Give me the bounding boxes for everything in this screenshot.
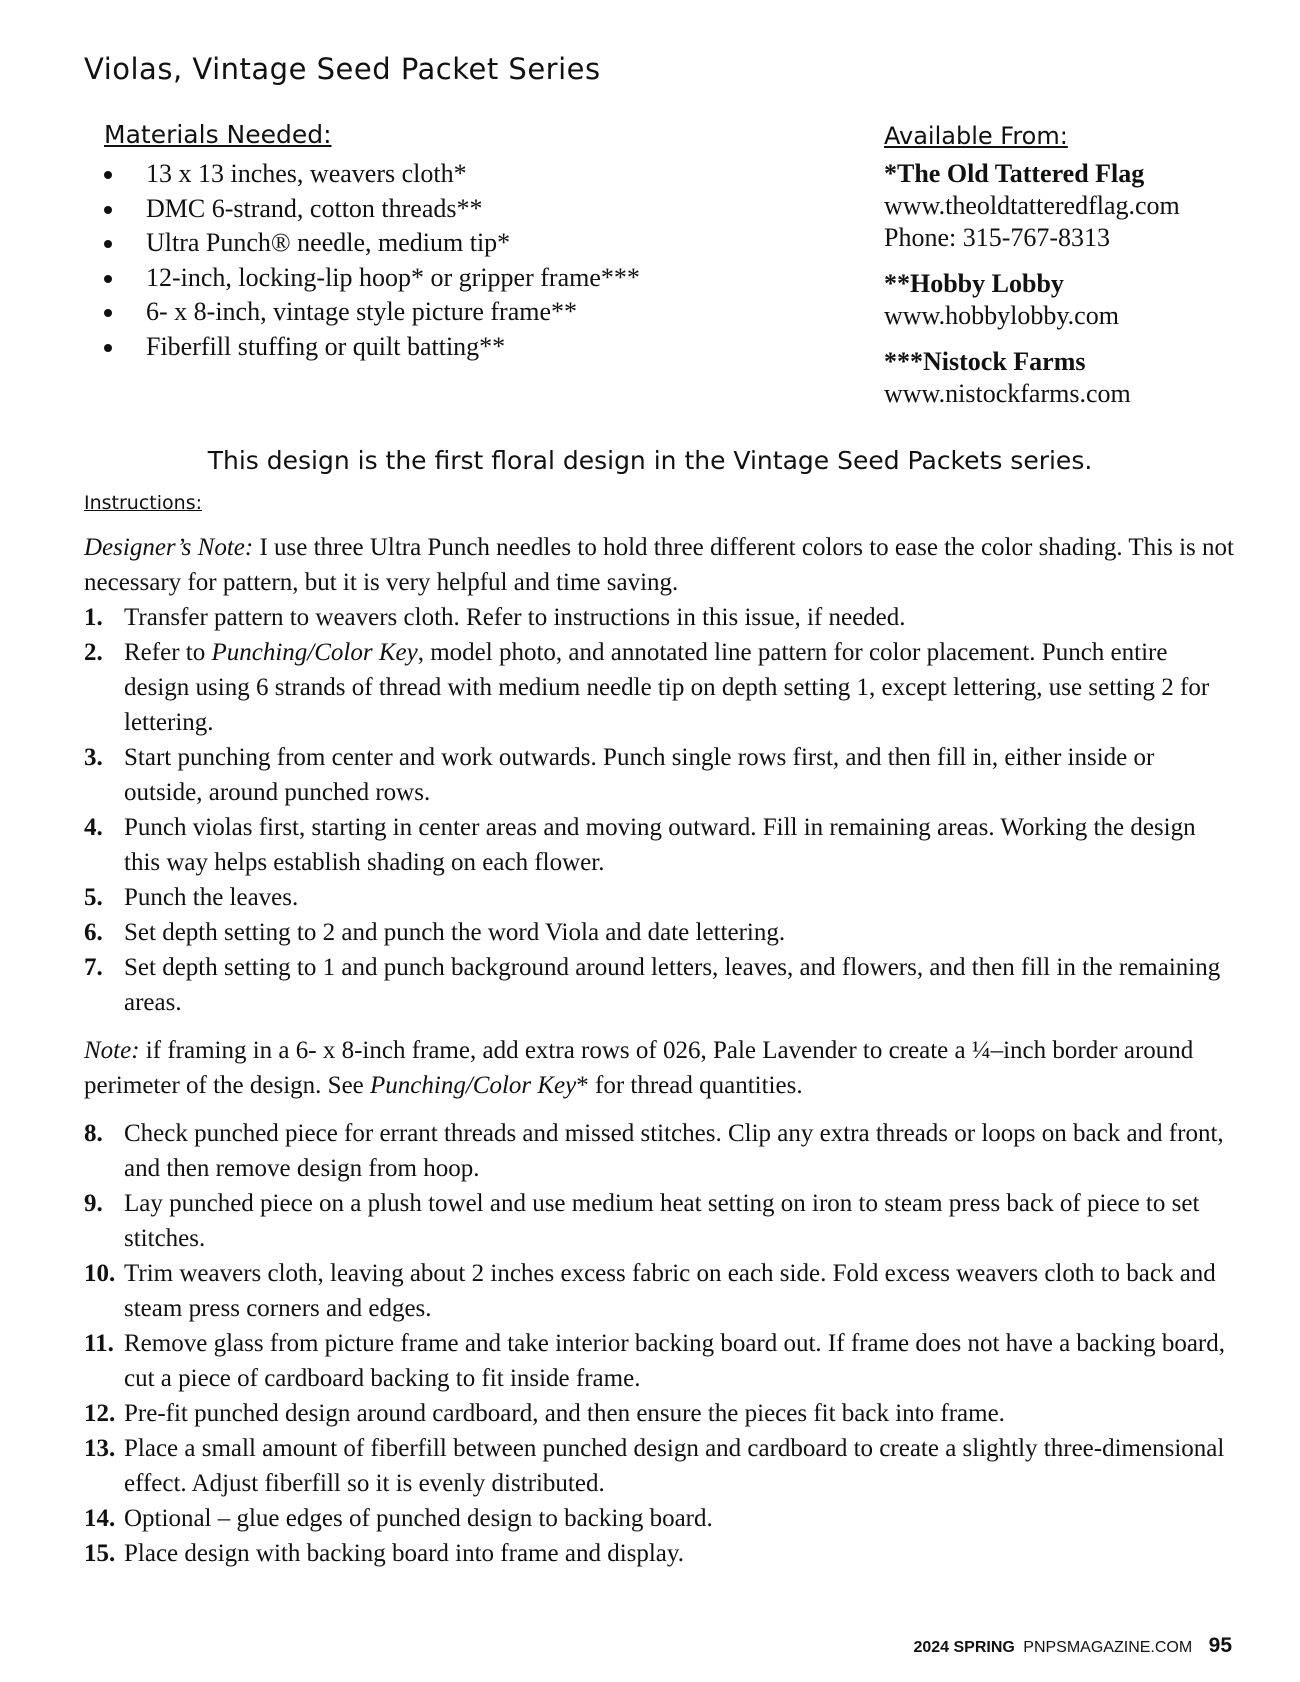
step-text: Transfer pattern to weavers cloth. Refer to instructions in this issue, if needed. (124, 604, 906, 631)
step-text: Trim weavers cloth, leaving about 2 inches excess fabric on each side. Fold excess weavers cloth to back and steam press corners and edges. (124, 1260, 1216, 1322)
step-text: Check punched piece for errant threads and missed stitches. Clip any extra threads or loops on back and front, and then remove design from hoop. (124, 1120, 1224, 1182)
tagline: This design is the first floral design in the Vintage Seed Packets series. (207, 446, 1093, 475)
vendor-line: www.hobbylobby.com (884, 301, 1119, 330)
vendor-name: **Hobby Lobby (884, 269, 1064, 298)
step-number: 14. (84, 1505, 116, 1532)
page-number: 95 (1208, 1634, 1232, 1657)
step-text: , model photo, and annotated line pattern for color placement. Punch entire design using 6 strands of thread with medium needle tip on depth setting 1, except lettering, use setting 2 for lettering. (124, 639, 1210, 736)
step-text: Set depth setting to 2 and punch the word Viola and date lettering. (124, 919, 786, 946)
materials-item: Fiberfill stuffing or quilt batting** (100, 330, 640, 365)
instruction-step (84, 810, 1234, 880)
footer-season: 2024 SPRING (913, 1639, 1015, 1656)
step-number: 9. (84, 1190, 103, 1217)
step-number: 11. (84, 1330, 114, 1357)
step-text: Remove glass from picture frame and take interior backing board out. If frame does not have a backing board, cut a piece of cardboard backing to fit inside frame. (124, 1330, 1225, 1392)
steps-list-b (84, 1116, 1234, 1571)
step-number: 13. (84, 1435, 116, 1462)
vendor-line: www.nistockfarms.com (884, 379, 1131, 408)
step-number: 5. (84, 884, 103, 911)
materials-item: 12-inch, locking-lip hoop* or gripper frame*** (100, 261, 640, 296)
step-number: 8. (84, 1120, 103, 1147)
page-footer (913, 1634, 1232, 1658)
step-text: Lay punched piece on a plush towel and use medium heat setting on iron to steam press back of piece to set stitches. (124, 1190, 1200, 1252)
steps-list-a (84, 600, 1234, 1020)
frame-note-key: Punching/Color Key (370, 1072, 577, 1099)
vendor-name: *The Old Tattered Flag (884, 159, 1145, 188)
materials-item: DMC 6-strand, cotton threads** (100, 192, 640, 227)
vendor-name: ***Nistock Farms (884, 347, 1086, 376)
step-text: Punch the leaves. (124, 884, 299, 911)
frame-note-text-end: * for thread quantities. (576, 1072, 803, 1099)
step-text: Place design with backing board into frame and display. (124, 1540, 685, 1567)
step-text: Punching/Color Key (211, 639, 418, 666)
step-text: Place a small amount of fiberfill between punched design and cardboard to create a slightly three-dimensional effect. Adjust fiberfill so it is evenly distributed. (124, 1435, 1225, 1497)
instructions-body (84, 530, 1234, 1571)
step-number: 6. (84, 919, 103, 946)
instruction-step (84, 1116, 1234, 1186)
step-number: 7. (84, 954, 103, 981)
vendor-line: www.theoldtatteredflag.com (884, 191, 1180, 220)
step-text: Pre-fit punched design around cardboard, and then ensure the pieces fit back into frame. (124, 1400, 1005, 1427)
footer-site: PNPSMAGAZINE.COM (1023, 1639, 1193, 1656)
step-text: Start punching from center and work outwards. Punch single rows first, and then fill in, either inside or outside, around punched rows. (124, 744, 1155, 806)
materials-item: Ultra Punch® needle, medium tip* (100, 226, 640, 261)
instruction-step (84, 1396, 1234, 1431)
materials-item: 6- x 8-inch, vintage style picture frame** (100, 295, 640, 330)
step-text: Optional – glue edges of punched design to backing board. (124, 1505, 713, 1532)
vendor-list (884, 158, 1284, 410)
page-title: Violas, Vintage Seed Packet Series (84, 52, 601, 86)
step-number: 10. (84, 1260, 116, 1287)
instruction-step (84, 600, 1234, 635)
designer-note (84, 530, 1234, 600)
available-from (884, 120, 1284, 424)
frame-note-text: if framing in a 6- x 8-inch frame, add extra rows of 026, Pale Lavender to create a ¼–inch border around perimeter of the design. See (84, 1037, 1194, 1099)
instruction-step (84, 1326, 1234, 1396)
designer-note-text: I use three Ultra Punch needles to hold three different colors to ease the color shading. This is not necessary for pattern, but it is very helpful and time saving. (84, 534, 1234, 596)
step-number: 3. (84, 744, 103, 771)
vendor-line: Phone: 315-767-8313 (884, 223, 1111, 252)
instruction-step (84, 1256, 1234, 1326)
vendor-block (884, 158, 1284, 254)
instruction-step (84, 1536, 1234, 1571)
vendor-block (884, 346, 1284, 410)
materials-list (100, 157, 640, 364)
instruction-step (84, 635, 1234, 740)
instruction-step (84, 740, 1234, 810)
vendor-block (884, 268, 1284, 332)
instruction-step (84, 1501, 1234, 1536)
step-number: 12. (84, 1400, 116, 1427)
frame-note (84, 1033, 1234, 1103)
step-text: Refer to (124, 639, 212, 666)
available-from-heading: Available From: (884, 122, 1068, 150)
instruction-step (84, 1186, 1234, 1256)
instruction-step (84, 915, 1234, 950)
instructions-heading: Instructions: (84, 492, 202, 514)
instruction-step (84, 880, 1234, 915)
step-text: Set depth setting to 1 and punch background around letters, leaves, and flowers, and then fill in the remaining areas. (124, 954, 1221, 1016)
instruction-step (84, 950, 1234, 1020)
step-number: 2. (84, 639, 103, 666)
instruction-step (84, 1431, 1234, 1501)
designer-note-label: Designer’s Note: (84, 534, 254, 561)
step-number: 1. (84, 604, 103, 631)
step-number: 4. (84, 814, 103, 841)
materials-item: 13 x 13 inches, weavers cloth* (100, 157, 640, 192)
materials-heading: Materials Needed: (104, 120, 332, 149)
step-number: 15. (84, 1540, 116, 1567)
frame-note-label: Note: (84, 1037, 140, 1064)
step-text: Punch violas first, starting in center areas and moving outward. Fill in remaining areas. Working the design this way helps establish shading on each flower. (124, 814, 1196, 876)
